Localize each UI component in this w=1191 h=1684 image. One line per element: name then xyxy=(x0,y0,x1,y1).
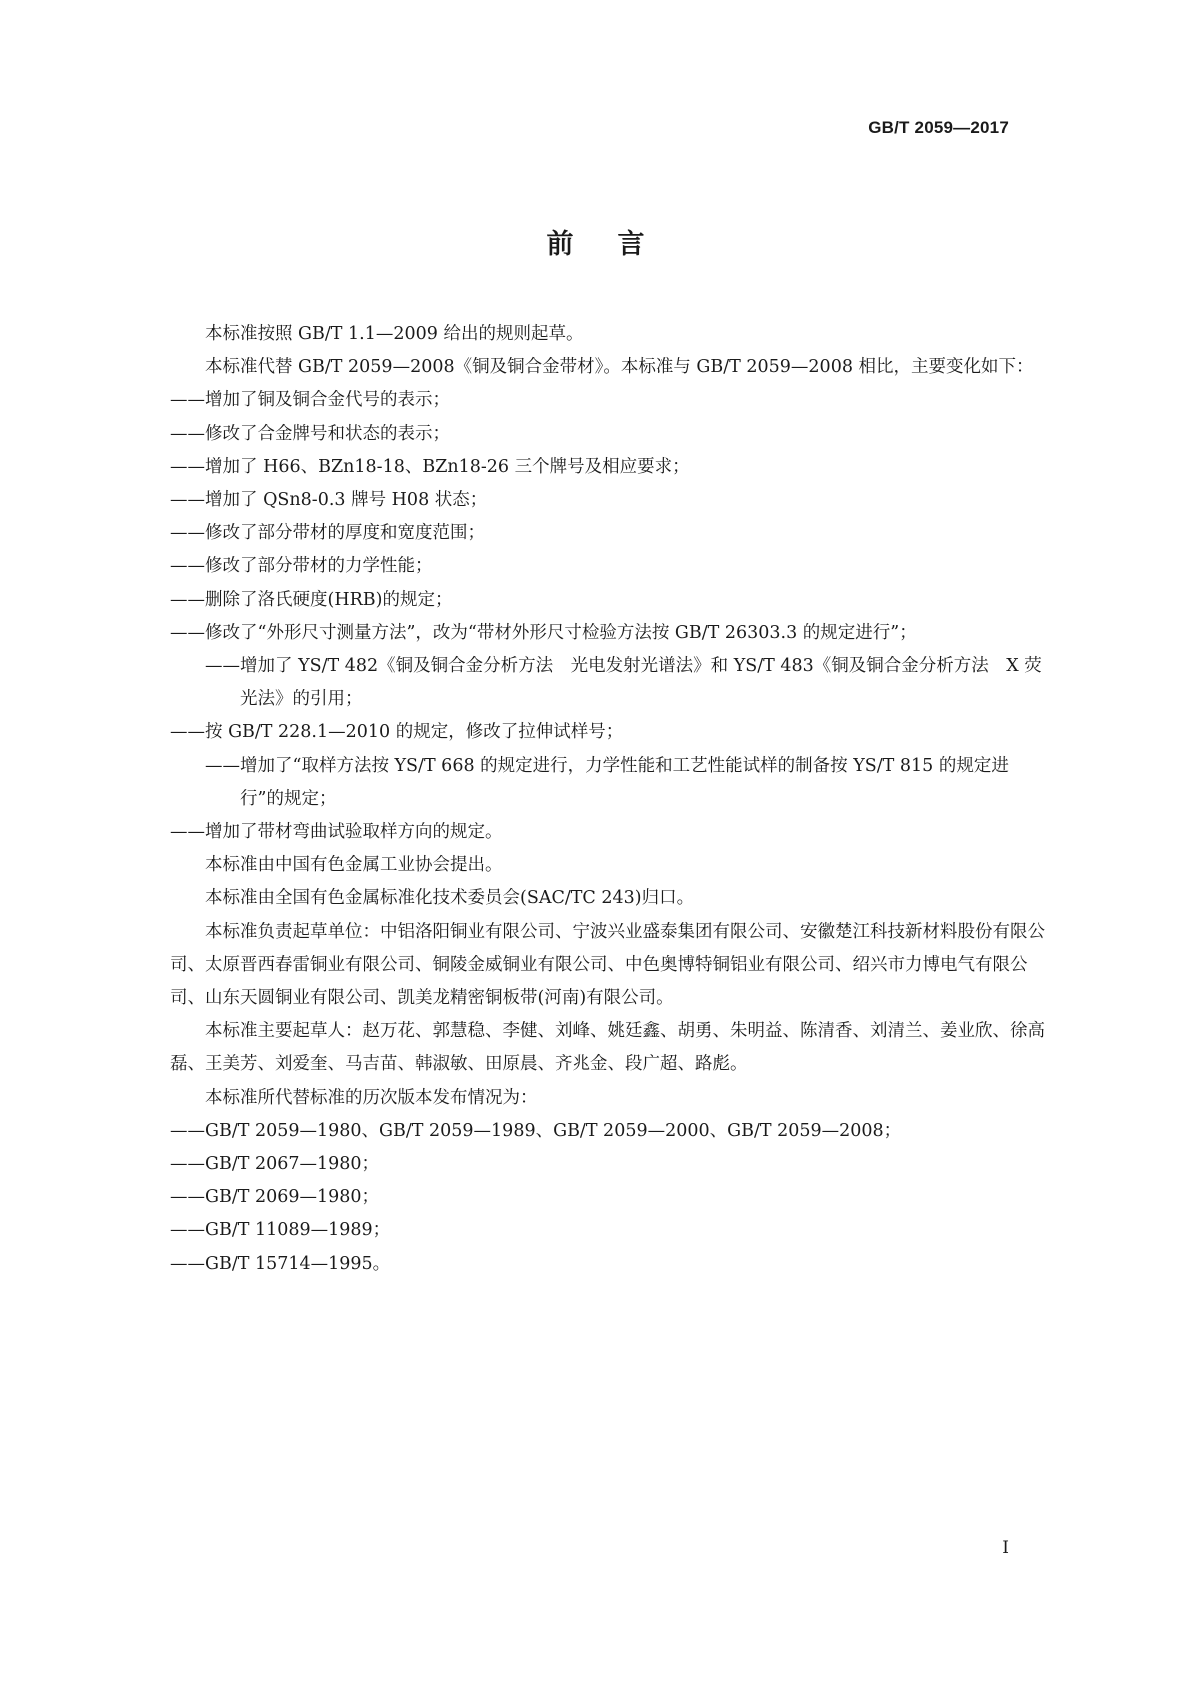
change-item: ——修改了合金牌号和状态的表示； xyxy=(170,423,450,444)
change-item: ——修改了部分带材的厚度和宽度范围； xyxy=(170,523,485,544)
history-item: ——GB/T 15714—1995。 xyxy=(170,1253,391,1274)
change-item: ——增加了带材弯曲试验取样方向的规定。 xyxy=(170,822,503,843)
history-item: ——GB/T 2059—1980、GB/T 2059—1989、GB/T 2059—2000、GB/T 2059—2008； xyxy=(170,1120,902,1141)
change-item: ——增加了 H66、BZn18-18、BZn18-26 三个牌号及相应要求； xyxy=(170,456,690,477)
change-item: ——修改了部分带材的力学性能； xyxy=(170,556,433,577)
paragraph-drafting-rules: 本标准按照 GB/T 1.1—2009 给出的规则起草。 xyxy=(205,324,584,344)
paragraph-drafters: 本标准主要起草人：赵万花、郭慧稳、李健、刘峰、姚廷鑫、胡勇、朱明益、陈清香、刘清兰、姜业欣、徐高磊、王美芳、刘爱奎、马吉苗、韩淑敏、田原晨、齐兆金、段广超、路彪。 xyxy=(170,1021,1045,1075)
history-item: ——GB/T 2067—1980； xyxy=(170,1154,380,1175)
change-item: ——增加了 YS/T 482《铜及铜合金分析方法 光电发射光谱法》和 YS/T 483《铜及铜合金分析方法 X 荧光法》的引用； xyxy=(205,656,1042,710)
document-body xyxy=(170,318,1050,1281)
change-item: ——增加了铜及铜合金代号的表示； xyxy=(170,390,450,411)
paragraph-drafting-units: 本标准负责起草单位：中铝洛阳铜业有限公司、宁波兴业盛泰集团有限公司、安徽楚江科技新材料股份有限公司、太原晋西春雷铜业有限公司、铜陵金威铜业有限公司、中色奥博特铜铝业有限公司、绍兴市力博电气有限公司、山东天圆铜业有限公司、凯美龙精密铜板带(河南)有限公司。 xyxy=(170,921,1045,1009)
change-item: ——按 GB/T 228.1—2010 的规定，修改了拉伸试样号； xyxy=(170,722,624,743)
history-item: ——GB/T 2069—1980； xyxy=(170,1187,380,1208)
change-item: ——修改了“外形尺寸测量方法”，改为“带材外形尺寸检验方法按 GB/T 26303.3 的规定进行”； xyxy=(170,622,917,643)
standard-code: GB/T 2059—2017 xyxy=(868,118,1009,137)
history-item: ——GB/T 11089—1989； xyxy=(170,1220,391,1241)
paragraph-proposer: 本标准由中国有色金属工业协会提出。 xyxy=(205,855,503,876)
paragraph-committee: 本标准由全国有色金属标准化技术委员会(SAC/TC 243)归口。 xyxy=(205,888,695,909)
change-item: ——增加了“取样方法按 YS/T 668 的规定进行，力学性能和工艺性能试样的制备按 YS/T 815 的规定进行”的规定； xyxy=(205,755,1009,809)
change-item: ——增加了 QSn8-0.3 牌号 H08 状态； xyxy=(170,490,488,511)
paragraph-replacement: 本标准代替 GB/T 2059—2008《铜及铜合金带材》。本标准与 GB/T 2059—2008 相比，主要变化如下： xyxy=(205,357,1034,378)
page-title: 前言 xyxy=(546,229,689,260)
paragraph-history-intro: 本标准所代替标准的历次版本发布情况为： xyxy=(205,1087,538,1108)
change-item: ——删除了洛氏硬度(HRB)的规定； xyxy=(170,589,453,610)
page-number: I xyxy=(1002,1538,1009,1558)
